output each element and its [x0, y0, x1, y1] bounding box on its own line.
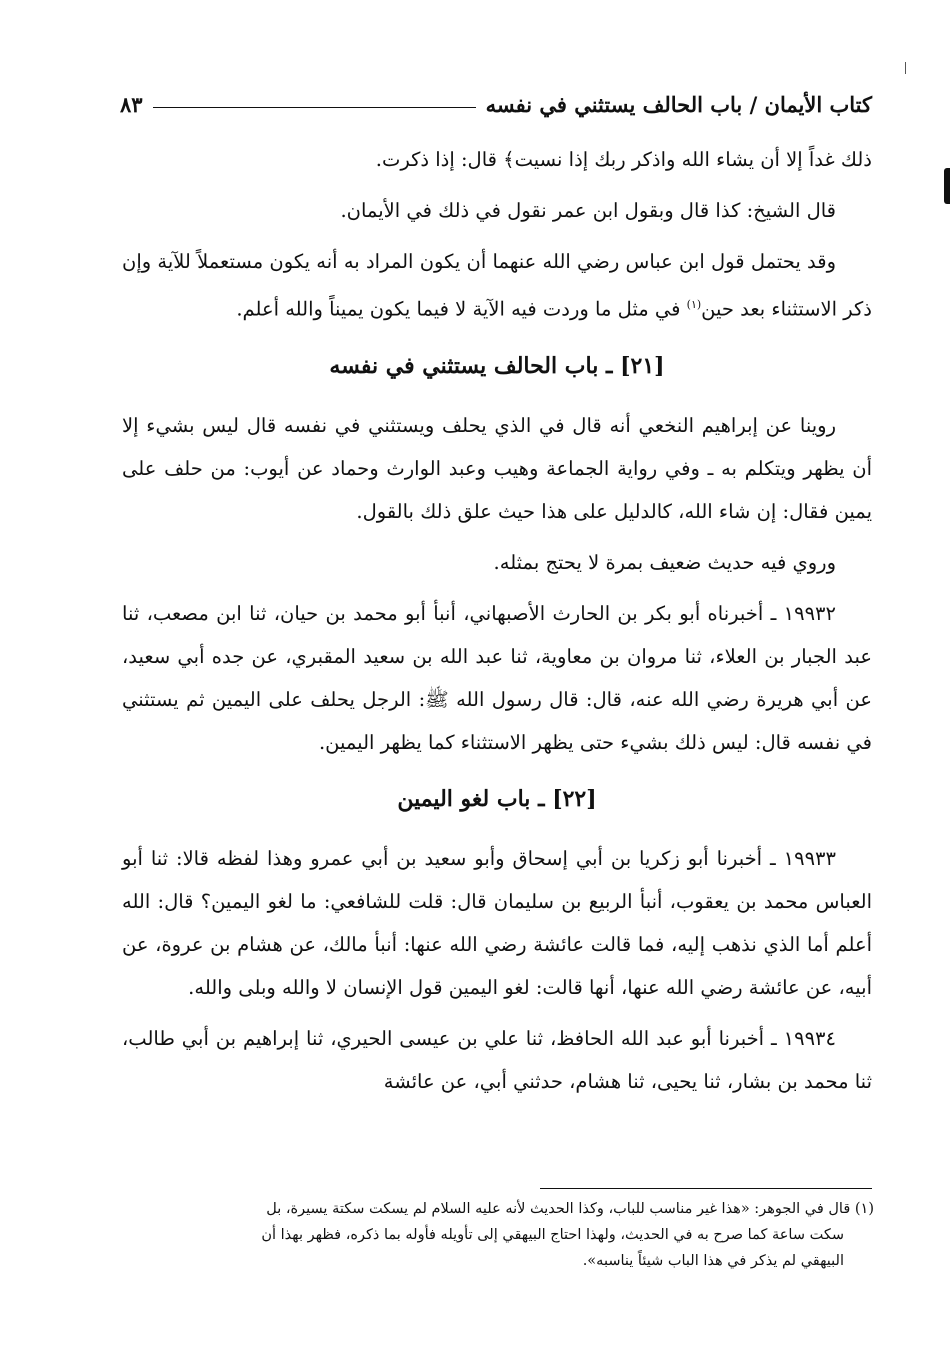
hadith-19932: ١٩٩٣٢ ـ أخبرناه أبو بكر بن الحارث الأصبهاني، أنبأ أبو محمد بن حيان، ثنا ابن مصعب، ثنا عبد الجبار بن العلاء، ثنا مروان بن معاوية، ثنا عبد الله بن سعيد المقبري، عن جده أبي سعيد، عن أبي هريرة رضي الله عنه، قال: قال رسول الله ﷺ: الرجل يحلف على اليمين ثم يستثني في نفسه قال: ليس ذلك بشيء حتى يظهر الاستثناء كما يظهر اليمين.: [122, 601, 872, 754]
hadith-19933: ١٩٩٣٣ ـ أخبرنا أبو زكريا بن أبي إسحاق وأبو سعيد بن أبي عمرو وهذا لفظه قالا: ثنا أبو العباس محمد بن يعقوب، أنبأ الربيع بن سليمان قال: قلت للشافعي: ما لغو اليمين؟ قال: الله أعلم أما الذي نذهب إليه، فما قالت عائشة رضي الله عنها: أنبأ مالك، عن هشام بن عروة، عن أبيه، عن عائشة رضي الله عنها، أنها قالت: لغو اليمين قول الإنسان لا والله وبلى والله.: [122, 846, 872, 999]
paragraph-2: قال الشيخ: كذا قال وبقول ابن عمر نقول في ذلك في الأيمان.: [340, 199, 836, 222]
section-heading-22: [٢٢] ـ باب لغو اليمين: [397, 785, 597, 812]
footnote-1-line-1: (١) قال في الجوهر: «هذا غير مناسب للباب، وكذا الحديث لأنه عليه السلام لم يسكت سكتة يسيرة، بل: [266, 1201, 874, 1217]
paragraph-3-text-a: وقد يحتمل قول ابن عباس رضي الله عنهما أن يكون المراد به أنه يكون مستعملاً للآية وإن ذكر الاستثناء بعد حين: [122, 250, 872, 321]
paragraph-4: روينا عن إبراهيم النخعي أنه قال في الذي يحلف ويستثني في نفسه قال ليس بشيء إلا أن يظهر ويتكلم به ـ وفي رواية الجماعة وهيب وعبد الوارث وحماد عن أيوب: من حلف على يمين فقال: إن شاء الله، كالدليل على هذا حيث علق ذلك بالقول.: [122, 413, 872, 523]
page-edge-mark: [944, 168, 950, 204]
header-title: كتاب الأيمان / باب الحالف يستثني في نفسه: [485, 91, 872, 117]
paragraph-3-text-b: في مثل ما وردت فيه الآية لا فيما يكون يميناً والله أعلم.: [236, 297, 687, 321]
footnote-separator: [540, 1188, 872, 1189]
paragraph-5: وروي فيه حديث ضعيف بمرة لا يحتج بمثله.: [493, 550, 836, 574]
paragraph-1: ذلك غداً إلا أن يشاء الله واذكر ربك إذا نسيت﴾ قال: إذا ذكرت.: [375, 148, 872, 171]
hadith-19934: ١٩٩٣٤ ـ أخبرنا أبو عبد الله الحافظ، ثنا علي بن عيسى الحيري، ثنا إبراهيم بن أبي طالب، ثنا محمد بن بشار، ثنا يحيى، ثنا هشام، حدثني أبي، عن عائشة: [122, 1026, 872, 1093]
footnote-ref-1: (١): [686, 298, 702, 311]
running-header: [120, 86, 872, 122]
footnotes: [122, 1196, 874, 1274]
paragraph-3: [122, 240, 872, 331]
header-rule: [153, 107, 476, 108]
footnote-1-line-2: سكت ساعة كما صرح به في الحديث، ولهذا احتاج البيهقي إلى تأويله فأوله بما ذكره، فظهر بهذا أن: [261, 1227, 844, 1243]
page-edge-tick: [905, 62, 906, 74]
page-number: ٨٣: [120, 91, 143, 117]
section-heading-21: [٢١] ـ باب الحالف يستثني في نفسه: [329, 352, 665, 379]
main-text: [122, 138, 872, 1111]
footnote-1-line-3: البيهقي لم يذكر في هذا الباب شيئاً يناسبه».: [582, 1253, 844, 1269]
